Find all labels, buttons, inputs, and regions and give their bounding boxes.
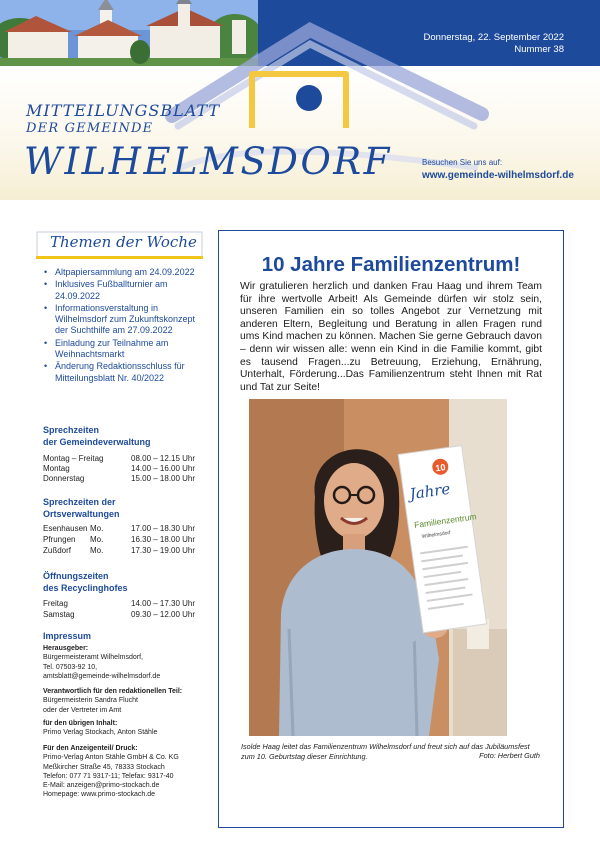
impressum-line: Primo Verlag Stockach, Anton Stähle	[43, 729, 158, 737]
hours-time: 17.00 – 18.30 Uhr	[131, 524, 196, 533]
themes-underline	[36, 256, 203, 259]
poster-sub: Wilhelmsdorf	[421, 530, 451, 540]
website-link[interactable]: www.gemeinde-wilhelmsdorf.de	[422, 170, 574, 181]
impressum-email[interactable]: amtsblatt@gemeinde-wilhelmsdorf.de	[43, 672, 161, 680]
heading-line: Öffnungszeiten	[43, 571, 109, 581]
list-item: • Inklusives Fußballturnier am 24.09.2022	[42, 279, 207, 302]
hours-day: Donnerstag	[43, 474, 85, 483]
hours-time: 14.00 – 16.00 Uhr	[131, 464, 196, 473]
heading-line: Ortsverwaltungen	[43, 508, 120, 519]
impressum-line: Telefon: 077 71 9317-11; Telefax: 9317-40	[43, 772, 174, 780]
ortsverwaltungen-heading	[43, 497, 120, 520]
hours-day: Mo.	[90, 546, 104, 555]
impressum-publisher	[43, 644, 218, 681]
article-title: 10 Jahre Familienzentrum!	[261, 253, 521, 276]
list-item: • Einladung zur Teilnahme am Weihnachtsmarkt	[42, 338, 207, 361]
impressum-other	[43, 719, 218, 738]
themes-title: Themen der Woche	[50, 233, 197, 251]
hours-time: 09.30 – 12.00 Uhr	[131, 610, 196, 619]
poster-number: 10	[434, 462, 447, 474]
impressum-title: Impressum	[43, 631, 92, 641]
impressum-line: Tel. 07503-92 10,	[43, 663, 98, 671]
impressum-line: Meßkircher Straße 45, 78333 Stockach	[43, 763, 165, 771]
impressum-email[interactable]: E-Mail: anzeigen@primo-stockach.de	[43, 782, 160, 790]
hours-day: Mo.	[90, 524, 104, 533]
hours-day: Samstag	[43, 610, 75, 619]
heading-line: des Recyclinghofes	[43, 582, 128, 593]
themes-list	[42, 267, 207, 385]
impressum-line: Bürgermeisterin Sandra Flucht	[43, 697, 138, 705]
masthead-line1: MITTEILUNGSBLATT	[26, 101, 221, 120]
impressum-line: Primo-Verlag Anton Stähle GmbH & Co. KG	[43, 754, 179, 762]
visit-label: Besuchen Sie uns auf:	[422, 158, 503, 167]
impressum-line: Bürgermeisteramt Wilhelmsdorf,	[43, 654, 143, 662]
hours-place: Esenhausen	[43, 524, 88, 533]
hours-time: 15.00 – 18.00 Uhr	[131, 474, 196, 483]
hours-time: 14.00 – 17.30 Uhr	[131, 599, 196, 608]
masthead-line2: DER GEMEINDE	[26, 121, 154, 136]
article-photo	[249, 399, 507, 736]
poster-line: Familienzentrum	[413, 511, 478, 530]
recycling-heading	[43, 571, 128, 594]
poster-word: Jahre	[408, 479, 452, 504]
impressum-homepage[interactable]: Homepage: www.primo-stockach.de	[43, 791, 156, 799]
impressum-label: für den übrigen Inhalt:	[43, 720, 118, 727]
photo-credit: Foto: Herbert Guth	[479, 751, 540, 760]
issue-number: Nummer 38	[514, 44, 564, 55]
hours-day: Freitag	[43, 599, 68, 608]
list-item: • Änderung Redaktionsschluss für Mitteilungsblatt Nr. 40/2022	[42, 361, 207, 384]
hours-day: Mo.	[90, 535, 104, 544]
issue-date: Donnerstag, 22. September 2022	[423, 32, 564, 43]
impressum-label: Für den Anzeigenteil/ Druck:	[43, 745, 138, 752]
impressum-responsible	[43, 687, 218, 715]
masthead-title: WILHELMSDORF	[24, 140, 392, 183]
list-item: • Informationsverstaltung in Wilhelmsdorf zum Zukunftskonzept der Suchthilfe am 27.09.2022	[42, 303, 207, 337]
photo-caption: Isolde Haag leitet das Familienzentrum Wilhelmsdorf und freut sich auf das Jubiläumsfest zum 10. Geburtstag dieser Einrichtung.	[241, 742, 530, 761]
issue-info	[424, 32, 564, 56]
heading-line: Sprechzeiten der	[43, 497, 116, 507]
heading-line: Sprechzeiten	[43, 425, 100, 435]
list-item: • Altpapiersammlung am 24.09.2022	[42, 267, 207, 278]
hours-day: Montag – Freitag	[43, 454, 104, 463]
impressum-print	[43, 744, 218, 800]
heading-line: der Gemeindeverwaltung	[43, 436, 151, 447]
hours-time: 16.30 – 18.00 Uhr	[131, 535, 196, 544]
impressum-line: oder der Vertreter im Amt	[43, 706, 122, 714]
hours-time: 17.30 – 19.00 Uhr	[131, 546, 196, 555]
verwaltung-heading	[43, 425, 151, 448]
hours-day: Montag	[43, 464, 70, 473]
hours-place: Pfrungen	[43, 535, 76, 544]
impressum-label: Herausgeber:	[43, 645, 89, 652]
hours-time: 08.00 – 12.15 Uhr	[131, 454, 196, 463]
impressum-label: Verantwortlich für den redaktionellen Teil:	[43, 688, 183, 695]
article-body: Wir gratulieren herzlich und danken Frau Haag und ihrem Team für ihre wertvolle Arbeit! Als Gemeinde dürfen wir stolz sein, unseren Familien ein so tolles Angebot zur Vernetzung mit anderen Eltern, Begleitung und Beratung in allen Fragen rund ums Kind machen zu können. Machen Sie gerne Gebrauch davon – denn wir wissen alle: wenn ein Kind in die Familie kommt, gibt es tausend Fragen...zu Betreuung, Erziehung, Ernährung, Unterhalt, Förderung...Das Familienzentrum steht Ihnen mit Rat und Tat zur Seite!	[240, 281, 542, 393]
hours-place: Zußdorf	[43, 546, 72, 555]
